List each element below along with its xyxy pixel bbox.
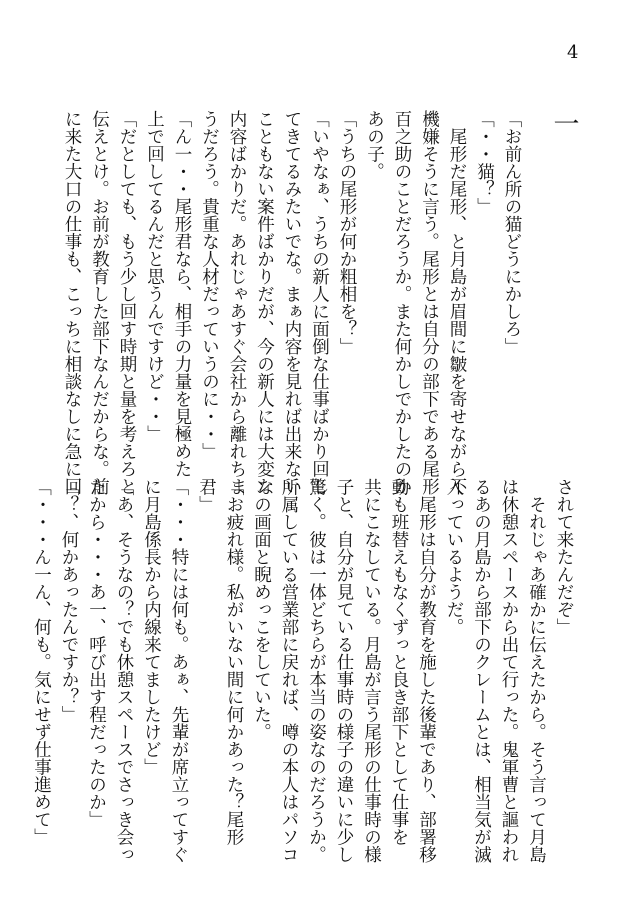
text-line: 動も班替えもなくずっと良き部下として仕事を — [389, 478, 409, 846]
text-line: は休憩スペースから出て行った。鬼軍曹と謳われ — [499, 478, 519, 863]
chapter-heading: 一 — [549, 110, 579, 136]
text-line: に月島係長から内線来てましたけど」 — [141, 478, 162, 776]
text-line: 共にこなしている。月島が言う尾形の仕事時の様 — [361, 478, 382, 863]
text-line: 君」 — [196, 478, 217, 513]
text-line: 入っているようだ。 — [444, 478, 464, 636]
text-block-bottom — [31, 478, 577, 863]
text-line: 「・・猫？」 — [474, 110, 495, 215]
text-line: 「・・・特には何も。あぁ、先輩が席立ってすぐ — [169, 478, 189, 863]
text-line: 驚く。彼は一体どちらが本当の姿なのだろうか。 — [306, 478, 327, 863]
text-line: 所属している営業部に戻れば、噂の本人はパソコ — [279, 478, 299, 863]
text-line: ンの画面と睨めっこをしていた。 — [251, 478, 272, 741]
text-line: 「いやなぁ、うちの新人に面倒な仕事ばかり回し — [309, 110, 330, 495]
text-line: たから・・・あ一、呼び出す程だったのか」 — [86, 478, 107, 828]
text-line: に来た大口の仕事も、こっちに相談なしに急に回 — [62, 110, 82, 495]
text-line: 尾形だ尾形、と月島が眉間に皺を寄せながら不 — [447, 110, 467, 495]
page-number: 4 — [567, 42, 579, 63]
text-line: てきてるみたいでな。まぁ内容を見れば出来ない — [282, 110, 302, 495]
text-line: 「うちの尾形が何か粗相を？」 — [337, 110, 357, 355]
text-line: 「あ、そうなの？でも休憩スペースでさっき会っ — [114, 478, 134, 863]
text-line: 機嫌そうに言う。尾形とは自分の部下である尾形 — [419, 110, 440, 495]
text-line: されて来たんだぞ」 — [554, 478, 574, 636]
text-line: 「お前ん所の猫どうにかしろ」 — [502, 110, 522, 355]
text-line: 「ん一・・尾形君なら、相手の力量を見極めた — [172, 110, 192, 478]
text-line: 百之助のことだろうか。また何かしでかしたのか — [392, 110, 412, 495]
text-line: 内容ばかりだ。あれじゃあすぐ会社から離れちま — [227, 110, 247, 495]
text-line: それじゃあ確かに伝えたから。そう言って月島 — [526, 478, 547, 863]
text-line: るあの月島から部下のクレームとは、相当気が滅 — [471, 478, 492, 863]
text-line: 尾形は自分が教育を施した後輩であり、部署移 — [416, 478, 437, 863]
text-line: あの子。 — [364, 110, 385, 180]
text-line: こともない案件ばかりだが、今の新人には大変な — [254, 110, 275, 495]
text-line: うだろう。貴重な人材だっていうのに・・」 — [199, 110, 220, 460]
text-line: 上で回してるんだと思うんですけど・・」 — [144, 110, 165, 443]
text-line: 伝えとけ。お前が教育した部下なんだからな。前 — [89, 110, 110, 495]
text-line: 「だとしても、もう少し回す時期と量を考えろと — [117, 110, 137, 495]
text-block-top — [17, 110, 579, 495]
text-line: 「お疲れ様。私がいない間に何かあった？尾形 — [224, 478, 244, 846]
text-line: 子と、自分が見ている仕事時の様子の違いに少し — [334, 478, 354, 863]
text-line: 「？、何かあったんですか？」 — [59, 478, 79, 723]
text-line: 「・・・ん一ん、何も。気にせず仕事進めて」 — [31, 478, 52, 846]
